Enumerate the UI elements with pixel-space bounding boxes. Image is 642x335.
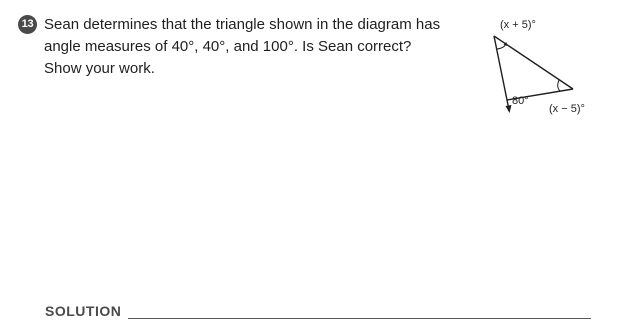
problem-number-badge: 13 xyxy=(18,15,37,34)
problem-line-2: angle measures of 40°, 40°, and 100°. Is Sean correct? xyxy=(44,38,412,55)
problem-line-1: Sean determines that the triangle shown in the diagram has xyxy=(44,16,441,33)
triangle-diagram xyxy=(470,8,620,123)
problem-line-3: Show your work. xyxy=(44,60,155,77)
angle-label-right: (x − 5)° xyxy=(549,103,585,115)
right-angle-arc xyxy=(558,80,560,91)
extension-arrowhead xyxy=(506,105,512,113)
angle-label-bottom-left: 80° xyxy=(512,95,529,107)
solution-answer-line[interactable] xyxy=(128,318,591,319)
solution-label: SOLUTION xyxy=(45,303,122,319)
angle-label-top: (x + 5)° xyxy=(500,19,536,31)
problem-statement xyxy=(44,14,464,80)
